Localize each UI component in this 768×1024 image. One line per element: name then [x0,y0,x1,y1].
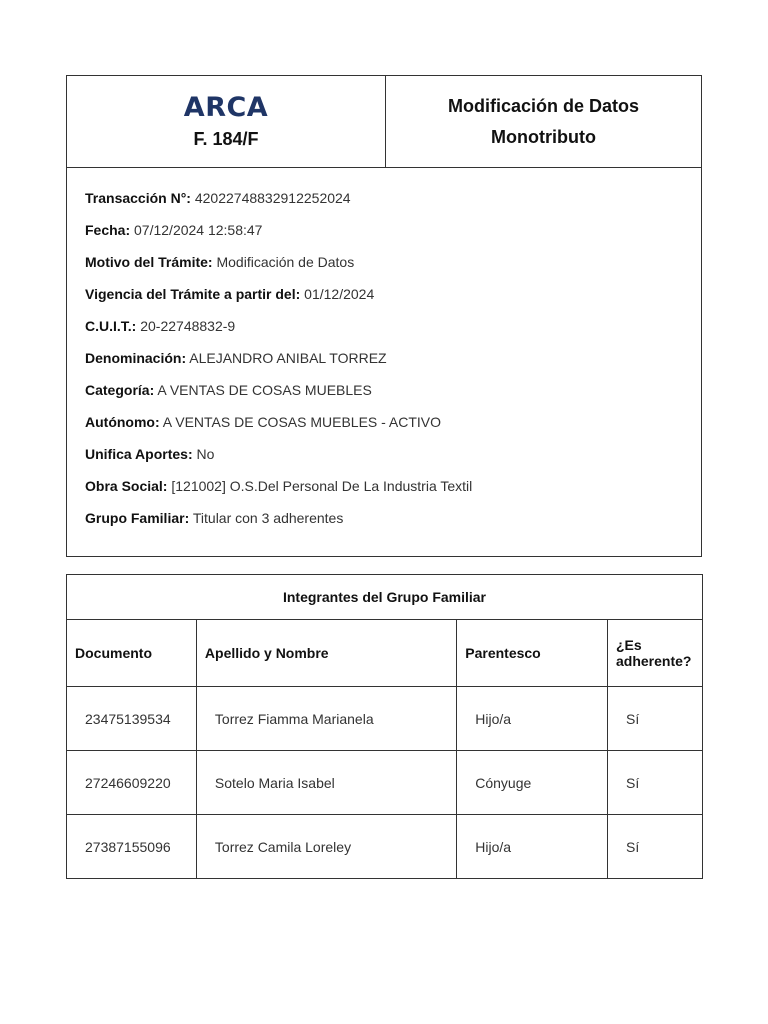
cell-adherente: Sí [608,687,703,751]
column-header-adherente: ¿Es adherente? [608,620,703,687]
info-row-cuit [85,316,701,348]
column-header-parentesco: Parentesco [457,620,608,687]
info-label: Transacción N°: [85,190,191,206]
info-value: ALEJANDRO ANIBAL TORREZ [189,350,387,366]
info-row-autonomo [85,412,701,444]
info-row-date [85,220,701,252]
info-value: Titular con 3 adherentes [192,510,344,526]
info-row-obra-social [85,476,701,508]
table-row [67,815,703,879]
cell-nombre: Sotelo Maria Isabel [196,751,456,815]
form-code: F. 184/F [193,129,259,149]
info-value: 07/12/2024 12:58:47 [134,222,263,238]
info-label: Motivo del Trámite: [85,254,213,270]
info-value: No [196,446,215,462]
info-row-reason [85,252,701,284]
cell-documento: 23475139534 [67,687,197,751]
info-row-name [85,348,701,380]
cell-nombre: Torrez Fiamma Marianela [196,687,456,751]
cell-documento: 27387155096 [67,815,197,879]
table-row [67,751,703,815]
column-header-documento: Documento [67,620,197,687]
info-label: C.U.I.T.: [85,318,137,334]
info-row-category [85,380,701,412]
info-value: 01/12/2024 [304,286,375,302]
info-label: Fecha: [85,222,131,238]
info-value: A VENTAS DE COSAS MUEBLES [157,382,372,398]
info-row-unifica [85,444,701,476]
cell-documento: 27246609220 [67,751,197,815]
info-row-validity [85,284,701,316]
info-value: 20-22748832-9 [140,318,236,334]
cell-parentesco: Hijo/a [457,815,608,879]
info-label: Vigencia del Trámite a partir del: [85,286,301,302]
info-value: 42022748832912252024 [194,190,351,206]
cell-parentesco: Hijo/a [457,687,608,751]
table-row [67,687,703,751]
info-value: [121002] O.S.Del Personal De La Industria Textil [171,478,473,494]
info-value: Modificación de Datos [216,254,355,270]
form-header [66,75,702,167]
info-row-transaction [85,188,701,220]
transaction-info [66,167,702,557]
column-header-nombre: Apellido y Nombre [196,620,456,687]
form-title-line1: Modificación de Datos [447,95,640,116]
arca-logo: ARCA [183,92,269,123]
cell-adherente: Sí [608,751,703,815]
header-title-cell [386,76,701,167]
info-value: A VENTAS DE COSAS MUEBLES - ACTIVO [162,414,442,430]
info-label: Categoría: [85,382,155,398]
info-label: Unifica Aportes: [85,446,193,462]
cell-parentesco: Cónyuge [457,751,608,815]
cell-adherente: Sí [608,815,703,879]
table-header-row [67,620,703,687]
header-logo-cell [67,76,386,167]
table-caption: Integrantes del Grupo Familiar [67,575,703,620]
family-members-table [66,574,703,879]
info-label: Autónomo: [85,414,160,430]
form-title-line2: Monotributo [491,126,596,147]
info-row-family-group [85,508,701,540]
table-caption-row [67,575,703,620]
info-label: Obra Social: [85,478,168,494]
cell-nombre: Torrez Camila Loreley [196,815,456,879]
info-label: Grupo Familiar: [85,510,190,526]
info-label: Denominación: [85,350,187,366]
